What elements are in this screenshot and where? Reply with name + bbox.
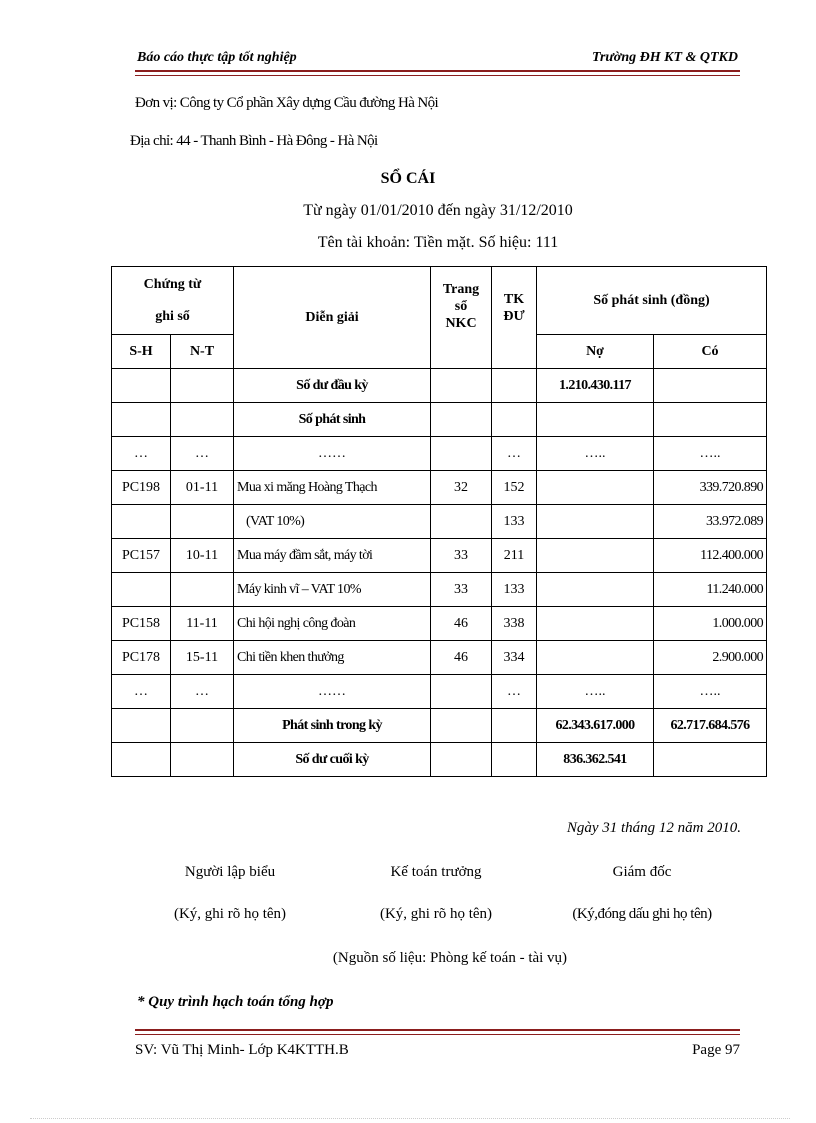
signature-date: Ngày 31 tháng 12 năm 2010.	[566, 820, 741, 836]
cell-account: 334	[492, 641, 537, 675]
cell-sh: PC198	[112, 471, 171, 505]
signature-preparer-note: (Ký, ghi rõ họ tên)	[173, 906, 287, 922]
cell-account: 338	[492, 607, 537, 641]
company-address: Địa chỉ: 44 - Thanh Bình - Hà Đông - Hà Nội	[130, 133, 378, 149]
cell-debit: …..	[537, 437, 654, 471]
cell-debit: …..	[537, 675, 654, 709]
cell-credit	[654, 743, 767, 777]
signature-director-note: (Ký,đóng dấu ghi họ tên)	[572, 906, 712, 922]
header-rule-thin	[135, 75, 740, 76]
cell-page	[431, 369, 492, 403]
cell-description: Phát sinh trong kỳ	[234, 709, 431, 743]
header-journal-line2: sổ	[454, 299, 468, 314]
header-voucher-line1: Chứng từ	[143, 276, 202, 292]
header-voucher-line2: ghi sổ	[155, 308, 190, 324]
cell-account: …	[492, 437, 537, 471]
signature-preparer: Người lập biểu	[184, 864, 276, 880]
cell-page: 46	[431, 607, 492, 641]
footer-rule-thin	[135, 1034, 740, 1035]
cell-account: 152	[492, 471, 537, 505]
cell-debit	[537, 403, 654, 437]
header-contra-account	[492, 267, 537, 369]
cell-nt: 01-11	[171, 471, 234, 505]
cell-credit: 2.900.000	[654, 641, 767, 675]
cell-sh	[112, 369, 171, 403]
cell-description: Số phát sinh	[234, 403, 431, 437]
cell-sh: PC178	[112, 641, 171, 675]
cell-nt	[171, 505, 234, 539]
cell-description: ……	[234, 437, 431, 471]
cell-description: Số dư cuối kỳ	[234, 743, 431, 777]
cell-account: 133	[492, 505, 537, 539]
cell-nt: 15-11	[171, 641, 234, 675]
cell-nt: …	[171, 675, 234, 709]
cell-nt: 11-11	[171, 607, 234, 641]
cell-description: Chi hội nghị công đoàn	[234, 607, 431, 641]
table-row	[112, 675, 767, 709]
cell-debit	[537, 607, 654, 641]
cell-sh	[112, 709, 171, 743]
cell-account: 133	[492, 573, 537, 607]
header-report-title: Báo cáo thực tập tốt nghiệp	[137, 50, 297, 65]
ledger-title: SỔ CÁI	[380, 170, 436, 187]
cell-description: ……	[234, 675, 431, 709]
header-rule-thick	[135, 70, 740, 72]
header-sh: S-H	[112, 335, 171, 369]
cell-credit: …..	[654, 675, 767, 709]
cell-debit: 836.362.541	[537, 743, 654, 777]
cell-credit	[654, 369, 767, 403]
cell-nt	[171, 369, 234, 403]
cell-sh	[112, 743, 171, 777]
table-row	[112, 573, 767, 607]
cell-nt: 10-11	[171, 539, 234, 573]
cell-sh	[112, 573, 171, 607]
cell-account: 211	[492, 539, 537, 573]
footer-student: SV: Vũ Thị Minh- Lớp K4KTTH.B	[135, 1042, 349, 1058]
cell-debit: 62.343.617.000	[537, 709, 654, 743]
header-journal-line1: Trang	[442, 282, 480, 297]
signature-director: Giám đốc	[612, 864, 672, 880]
cell-nt	[171, 573, 234, 607]
header-nt: N-T	[171, 335, 234, 369]
cell-credit: 1.000.000	[654, 607, 767, 641]
cell-page: 33	[431, 539, 492, 573]
cell-debit	[537, 573, 654, 607]
table-row	[112, 505, 767, 539]
signature-accountant-note: (Ký, ghi rõ họ tên)	[379, 906, 493, 922]
ledger-period: Từ ngày 01/01/2010 đến ngày 31/12/2010	[303, 202, 573, 219]
cell-credit: 112.400.000	[654, 539, 767, 573]
table-row	[112, 471, 767, 505]
ledger-table	[111, 266, 767, 777]
cell-credit: 339.720.890	[654, 471, 767, 505]
company-unit: Đơn vị: Công ty Cổ phần Xây dựng Cầu đường Hà Nội	[135, 95, 439, 111]
table-row	[112, 539, 767, 573]
cell-nt: …	[171, 437, 234, 471]
cell-description: Số dư đầu kỳ	[234, 369, 431, 403]
footer-rule-thick	[135, 1029, 740, 1031]
cell-nt	[171, 709, 234, 743]
table-row	[112, 709, 767, 743]
header-university: Trường ĐH KT & QTKD	[591, 50, 738, 65]
cell-page	[431, 743, 492, 777]
cell-sh	[112, 403, 171, 437]
footer-page-number: Page 97	[692, 1042, 740, 1058]
cell-account	[492, 403, 537, 437]
signature-accountant: Kế toán trưởng	[390, 864, 482, 880]
cell-description: Máy kinh vĩ – VAT 10%	[234, 573, 431, 607]
cell-debit	[537, 505, 654, 539]
cell-debit: 1.210.430.117	[537, 369, 654, 403]
cell-account	[492, 709, 537, 743]
cell-debit	[537, 471, 654, 505]
cell-credit: 33.972.089	[654, 505, 767, 539]
cell-account	[492, 743, 537, 777]
cell-description: Mua xi măng Hoàng Thạch	[234, 471, 431, 505]
process-heading: * Quy trình hạch toán tổng hợp	[137, 994, 334, 1010]
header-journal-line3: NKC	[445, 316, 477, 331]
header-contra-line1: TK	[503, 292, 525, 307]
cell-description: Chi tiền khen thưởng	[234, 641, 431, 675]
cell-credit: 11.240.000	[654, 573, 767, 607]
cell-page	[431, 437, 492, 471]
table-row	[112, 607, 767, 641]
ledger-account: Tên tài khoản: Tiền mặt. Số hiệu: 111	[317, 234, 559, 251]
cell-page: 32	[431, 471, 492, 505]
header-journal-page	[431, 267, 492, 369]
header-amount: Số phát sinh (đồng)	[537, 267, 767, 335]
header-contra-line2: ĐƯ	[503, 309, 525, 324]
cell-page	[431, 709, 492, 743]
table-row	[112, 403, 767, 437]
table-row	[112, 369, 767, 403]
header-credit: Có	[654, 335, 767, 369]
cell-nt	[171, 403, 234, 437]
table-row	[112, 743, 767, 777]
header-voucher	[112, 267, 234, 335]
cell-description: Mua máy đầm sắt, máy tời	[234, 539, 431, 573]
cell-credit: 62.717.684.576	[654, 709, 767, 743]
cell-credit: …..	[654, 437, 767, 471]
cell-page	[431, 403, 492, 437]
table-row	[112, 437, 767, 471]
cell-account	[492, 369, 537, 403]
cell-sh: …	[112, 437, 171, 471]
cell-sh: PC158	[112, 607, 171, 641]
table-row	[112, 641, 767, 675]
cell-sh: …	[112, 675, 171, 709]
cell-page	[431, 675, 492, 709]
cell-sh: PC157	[112, 539, 171, 573]
cell-credit	[654, 403, 767, 437]
cell-debit	[537, 539, 654, 573]
cell-page: 46	[431, 641, 492, 675]
cell-nt	[171, 743, 234, 777]
cell-sh	[112, 505, 171, 539]
page-edge-divider	[30, 1118, 790, 1119]
cell-page: 33	[431, 573, 492, 607]
cell-debit	[537, 641, 654, 675]
cell-account: …	[492, 675, 537, 709]
data-source-note: (Nguồn số liệu: Phòng kế toán - tài vụ)	[332, 950, 568, 966]
cell-description: (VAT 10%)	[234, 505, 431, 539]
header-debit: Nợ	[537, 335, 654, 369]
header-description: Diễn giải	[234, 267, 431, 369]
cell-page	[431, 505, 492, 539]
